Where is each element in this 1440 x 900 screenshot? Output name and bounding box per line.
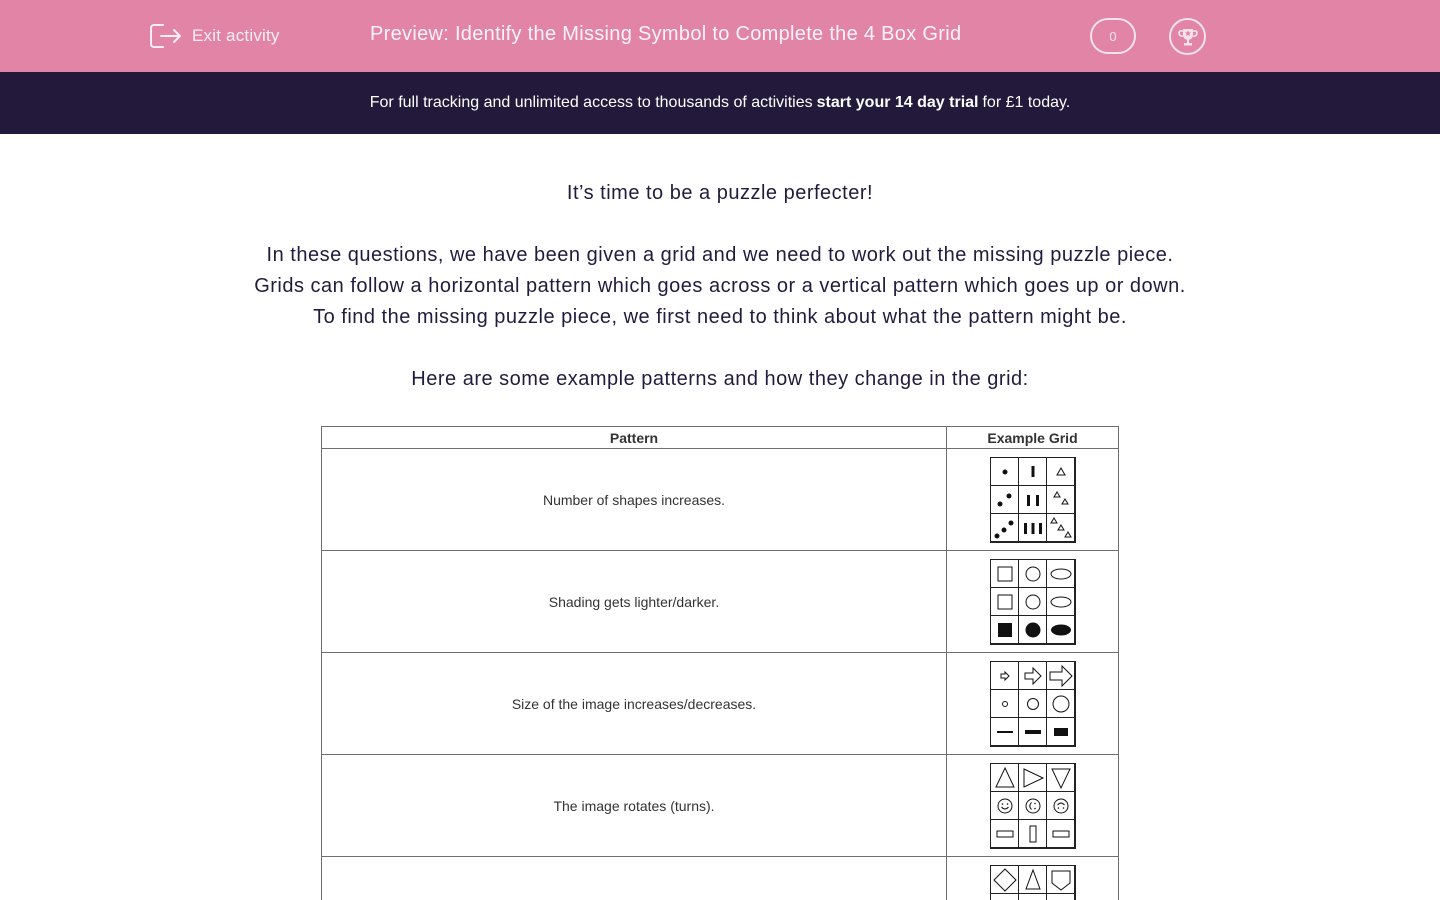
header-example-grid: Example Grid <box>947 427 1119 449</box>
rotation-grid-icon <box>990 763 1076 849</box>
table-header-row <box>322 427 1119 449</box>
intro-paragraph-3: To find the missing puzzle piece, we first need to think about what the pattern might be. <box>313 306 1127 328</box>
intro-heading: It’s time to be a puzzle perfecter! <box>566 182 874 204</box>
trophy-icon <box>1177 26 1199 48</box>
intro-paragraph-2: Grids can follow a horizontal pattern which goes across or a vertical pattern which goes up or down. <box>254 275 1186 297</box>
table-row <box>322 857 1119 900</box>
pattern-description <box>322 857 947 900</box>
pattern-description: The image rotates (turns). <box>322 755 947 857</box>
intro-paragraph-1: In these questions, we have been given a grid and we need to work out the missing puzzle piece. <box>266 244 1174 266</box>
size-grid-icon <box>990 661 1076 747</box>
table-row <box>322 449 1119 551</box>
header-pattern: Pattern <box>322 427 947 449</box>
trophy-button[interactable] <box>1169 18 1206 55</box>
top-bar <box>0 0 1440 72</box>
exit-activity-button[interactable] <box>149 22 280 50</box>
exit-activity-label: Exit activity <box>192 26 280 45</box>
pattern-description: Shading gets lighter/darker. <box>322 551 947 653</box>
exit-icon <box>149 22 183 50</box>
pattern-description: Number of shapes increases. <box>322 449 947 551</box>
trial-banner <box>0 72 1440 134</box>
shape-change-grid-icon <box>990 865 1076 900</box>
shading-grid-icon <box>990 559 1076 645</box>
patterns-table <box>321 426 1119 900</box>
trial-link[interactable]: start your 14 day trial <box>816 94 979 111</box>
table-row <box>322 653 1119 755</box>
pattern-description: Size of the image increases/decreases. <box>322 653 947 755</box>
shape-count-grid-icon <box>990 457 1076 543</box>
examples-heading: Here are some example patterns and how they change in the grid: <box>411 368 1029 390</box>
table-row <box>322 755 1119 857</box>
score-badge: 0 <box>1090 18 1136 54</box>
table-row <box>322 551 1119 653</box>
page-title: Preview: Identify the Missing Symbol to Complete the 4 Box Grid <box>370 23 962 45</box>
banner-text-end: for £1 today. <box>982 94 1071 111</box>
banner-text: For full tracking and unlimited access to thousands of activities <box>369 94 813 111</box>
